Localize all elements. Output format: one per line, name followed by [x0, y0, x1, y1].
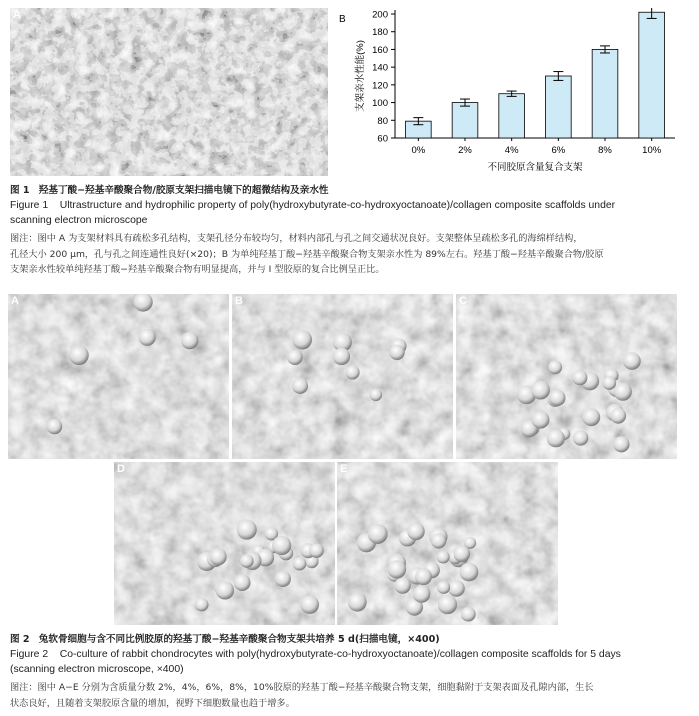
- chondrocyte-cell: [301, 595, 319, 613]
- chondrocyte-cell: [438, 595, 457, 614]
- chondrocyte-cell: [603, 376, 617, 390]
- panel-label-fig2-d: D: [117, 463, 125, 475]
- hydrophilicity-bar-chart: [333, 8, 685, 184]
- chondrocyte-cell: [573, 430, 588, 445]
- cell-sem-panel-c: [456, 294, 677, 459]
- fig1-title-en-line2: scanning electron microscope: [10, 215, 148, 226]
- chondrocyte-cell: [460, 563, 479, 582]
- y-tick-label: 160: [372, 44, 388, 56]
- y-tick-label: 180: [372, 27, 388, 39]
- y-axis-title: 支架亲水性能(%): [355, 40, 366, 112]
- chondrocyte-cell: [181, 332, 198, 349]
- fig2-note-line2: 状态良好，且随着支架胶原含量的增加，视野下细胞数量也趋于增多。: [10, 697, 295, 709]
- chondrocyte-cell: [415, 568, 432, 585]
- fig1-note-line3: 支架亲水性较单纯羟基丁酸−羟基辛酸聚合物有明显提高，并与 I 型胶原的复合比例呈正比。: [10, 264, 385, 275]
- fig1-note-line2: 孔径大小 200 μm，孔与孔之间连通性良好(×20)；B 为单纯羟基丁酸−羟基辛酸聚合物支架亲水性为 89%左右。羟基丁酸−羟基辛酸聚合物/胶原: [10, 248, 604, 260]
- substrate-background: [8, 294, 229, 459]
- chondrocyte-cell: [210, 548, 227, 565]
- chondrocyte-cell: [413, 585, 431, 603]
- chondrocyte-cell: [437, 581, 450, 594]
- fig2-caption-en-cont: [10, 662, 184, 677]
- cell-sem-panel-e: [337, 462, 558, 625]
- y-tick-label: 80: [377, 115, 388, 127]
- x-tick-label: 4%: [504, 145, 519, 156]
- x-tick-label: 8%: [598, 145, 612, 156]
- cell-texture-b: [232, 294, 453, 459]
- fig2-note: [10, 680, 594, 711]
- chondrocyte-cell: [69, 345, 89, 365]
- bar: [592, 49, 618, 138]
- fig1-caption-en-cont: [10, 213, 147, 228]
- scaffold-texture: [10, 8, 328, 176]
- chondrocyte-cell: [333, 348, 350, 365]
- cell-texture-d: [114, 462, 335, 625]
- fig1-title-cn: 羟基丁酸−羟基辛酸聚合物/胶原支架扫描电镜下的超微结构及亲水性: [38, 185, 329, 196]
- panel-label-fig1-a: A: [13, 9, 21, 21]
- y-tick-label: 200: [372, 9, 388, 21]
- chondrocyte-cell: [272, 536, 291, 555]
- chondrocyte-cell: [309, 543, 323, 557]
- x-tick-label: 0%: [411, 145, 426, 156]
- chondrocyte-cell: [345, 365, 359, 379]
- fig1-title-en-line1: Ultrastructure and hydrophilic property of poly(hydroxybutyrate-co-hydroxyoctanoate)/collagen composite scaffolds under: [59, 200, 616, 211]
- y-tick-label: 100: [372, 98, 388, 110]
- chondrocyte-cell: [388, 560, 406, 578]
- cell-sem-panel-b: [232, 294, 453, 459]
- panel-label-fig2-b: B: [235, 295, 243, 307]
- fig1-label-en: Figure 1: [10, 200, 49, 211]
- panel-label-fig2-a: A: [11, 295, 19, 307]
- fig2-caption-en: [10, 647, 621, 662]
- chondrocyte-cell: [237, 520, 257, 540]
- y-tick-label: 140: [372, 62, 388, 74]
- bar: [452, 103, 478, 138]
- chondrocyte-cell: [547, 429, 565, 447]
- fig2-label-en: Figure 2: [10, 649, 49, 660]
- chondrocyte-cell: [293, 330, 313, 350]
- chondrocyte-cell: [195, 598, 209, 612]
- chondrocyte-cell: [216, 581, 234, 599]
- chondrocyte-cell: [431, 533, 446, 548]
- x-axis-title: 不同胶原含量复合支架: [487, 162, 583, 173]
- fig1-label-cn: 图 1: [10, 185, 30, 196]
- bar: [499, 94, 525, 138]
- chondrocyte-cell: [275, 571, 291, 587]
- chondrocyte-cell: [348, 593, 367, 612]
- panel-label-fig2-c: C: [459, 295, 467, 307]
- fig2-title-en-line2: (scanning electron microscope, ×400): [10, 664, 184, 675]
- chondrocyte-cell: [448, 580, 465, 597]
- chondrocyte-cell: [613, 436, 629, 452]
- fig1-caption-cn: [10, 183, 329, 198]
- chondrocyte-cell: [370, 388, 383, 401]
- fig2-title-en-line1: Co-culture of rabbit chondrocytes with poly(hydroxybutyrate-co-hydroxyoctanoate)/collagen composite scaffolds for 5 days: [59, 649, 621, 660]
- scaffold-sem-image: [10, 8, 328, 176]
- chondrocyte-cell: [234, 574, 251, 591]
- fig1-caption-en: [10, 198, 615, 213]
- fig2-label-cn: 图 2: [10, 634, 30, 645]
- chondrocyte-cell: [549, 390, 565, 406]
- bar: [546, 76, 572, 138]
- chondrocyte-cell: [614, 383, 632, 401]
- fig2-title-cn: 兔软骨细胞与含不同比例胶原的羟基丁酸−羟基辛酸聚合物支架共培养 5 d(扫描电镜，×400): [38, 634, 440, 645]
- chondrocyte-cell: [572, 370, 587, 385]
- x-tick-label: 6%: [551, 145, 566, 156]
- chondrocyte-cell: [461, 607, 476, 622]
- chondrocyte-cell: [292, 378, 308, 394]
- chondrocyte-cell: [240, 554, 254, 568]
- chondrocyte-cell: [532, 411, 550, 429]
- chondrocyte-cell: [389, 345, 404, 360]
- chondrocyte-cell: [407, 523, 424, 540]
- chondrocyte-cell: [623, 352, 641, 370]
- chondrocyte-cell: [548, 360, 562, 374]
- x-tick-label: 10%: [642, 145, 662, 156]
- panel-label-fig2-e: E: [340, 463, 348, 475]
- panel-label-fig1-b: B: [339, 14, 346, 25]
- chondrocyte-cell: [368, 524, 388, 544]
- chondrocyte-cell: [531, 381, 550, 400]
- chondrocyte-cell: [47, 419, 62, 434]
- chondrocyte-cell: [139, 329, 156, 346]
- cell-texture-e: [337, 462, 558, 625]
- chondrocyte-cell: [394, 577, 410, 593]
- cell-sem-panel-a: [8, 294, 229, 459]
- x-tick-label: 2%: [458, 145, 472, 156]
- bar: [639, 12, 665, 138]
- chondrocyte-cell: [453, 545, 470, 562]
- chondrocyte-cell: [293, 557, 306, 570]
- fig2-note-line1: 图注：图中 A−E 分别为含质量分数 2%，4%，6%，8%，10%胶原的羟基丁酸−羟基辛酸聚合物支架，细胞黏附于支架表面及孔隙内部，生长: [10, 682, 594, 693]
- chondrocyte-cell: [437, 551, 450, 564]
- fig1-note: [10, 231, 604, 278]
- y-tick-label: 120: [372, 80, 388, 92]
- cell-sem-panel-d: [114, 462, 335, 625]
- cell-texture-c: [456, 294, 677, 459]
- fig1-note-line1: 图注：图中 A 为支架材料具有疏松多孔结构，支架孔径分布较均匀，材料内部孔与孔之间交通状况良好。支架整体呈疏松多孔的海绵样结构，: [10, 233, 583, 244]
- cell-texture-a: [8, 294, 229, 459]
- fig2-caption-cn: [10, 632, 440, 647]
- y-tick-label: 60: [377, 133, 388, 145]
- substrate-background: [232, 294, 453, 459]
- chondrocyte-cell: [582, 408, 600, 426]
- chondrocyte-cell: [287, 350, 303, 366]
- chondrocyte-cell: [610, 408, 626, 424]
